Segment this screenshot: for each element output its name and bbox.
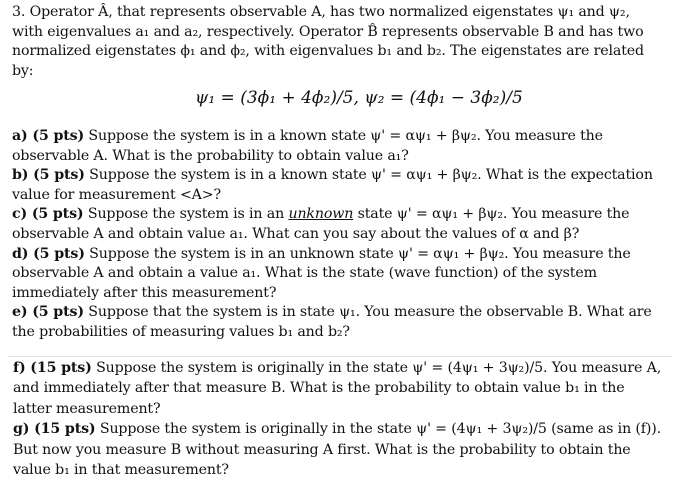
part-e-text-1: Suppose that the system is in state ψ₁. You measure the observable B. What are [88, 304, 652, 321]
part-c-pre: Suppose the system is in an [87, 206, 285, 223]
part-d-line-2: observable A and obtain a value a₁. What is the state (wave function) of the system [12, 265, 597, 282]
eigenstate-equation: ψ₁ = (3ϕ₁ + 4ϕ₂)/5, ψ₂ = (4ϕ₁ − 3ϕ₂)/5 [195, 88, 523, 108]
part-f-line-3: latter measurement? [13, 400, 161, 417]
parts-f-and-g [13, 358, 673, 480]
part-b-text-1: Suppose the system is in a known state ψ' = αψ₁ + βψ₂. What is the expectation [89, 167, 653, 184]
parts-a-to-e [12, 127, 672, 343]
part-b-label: b) (5 pts) [12, 167, 85, 184]
intro-line-3: normalized eigenstates ϕ₁ and ϕ₂, with eigenvalues b₁ and b₂. The eigenstates are related [12, 43, 644, 60]
part-a-text-1: Suppose the system is in a known state ψ' = αψ₁ + βψ₂. You measure the [88, 128, 603, 144]
part-b-line-2: value for measurement <A>? [12, 186, 221, 203]
part-c-post: state ψ' = αψ₁ + βψ₂. You measure the [357, 206, 630, 223]
part-d-line-3: immediately after this measurement? [12, 284, 277, 301]
part-c-label: c) (5 pts) [12, 206, 84, 223]
part-a-label: a) (5 pts) [12, 128, 85, 144]
part-f-line-2: and immediately after that measure B. What is the probability to obtain value b₁ in the [13, 380, 625, 397]
part-g-line-1 [13, 419, 673, 439]
part-g-label: g) (15 pts) [13, 421, 96, 438]
part-d-label: d) (5 pts) [12, 245, 85, 262]
intro-line-1: 3. Operator Â, that represents observable A, has two normalized eigenstates ψ₁ and ψ₂, [12, 4, 630, 20]
part-g-line-3: value b₁ in that measurement? [13, 462, 229, 479]
part-c-underlined-word: unknown [288, 206, 354, 223]
part-e-line-2: the probabilities of measuring values b₁ and b₂? [12, 323, 350, 340]
part-g-line-2: But now you measure B without measuring A first. What is the probability to obtain the [13, 441, 631, 458]
part-a-line-2: observable A. What is the probability to obtain value a₁? [12, 147, 409, 164]
intro-line-2: with eigenvalues a₁ and a₂, respectively. Operator B̂ represents observable B and has two [12, 23, 644, 40]
part-e-label: e) (5 pts) [12, 304, 84, 321]
intro-line-4: by: [12, 62, 34, 79]
part-c-line-2: observable A and obtain value a₁. What can you say about the values of α and β? [12, 225, 580, 242]
part-e-line-1 [12, 303, 672, 323]
part-a-line-1 [12, 127, 672, 147]
part-b-line-1 [12, 166, 672, 186]
part-c-line-1 [12, 205, 672, 225]
part-d-line-1 [12, 245, 672, 265]
section-divider [8, 356, 672, 357]
part-f-label: f) (15 pts) [13, 360, 92, 376]
part-g-text-1: Suppose the system is originally in the state ψ' = (4ψ₁ + 3ψ₂)/5 (same as in (f)). [99, 421, 662, 438]
problem-intro [12, 3, 672, 81]
part-f-text-1: Suppose the system is originally in the state ψ' = (4ψ₁ + 3ψ₂)/5. You measure A, [96, 360, 662, 376]
part-d-text-1: Suppose the system is in an unknown state ψ' = αψ₁ + βψ₂. You measure the [89, 245, 631, 262]
part-f-line-1 [13, 358, 673, 378]
